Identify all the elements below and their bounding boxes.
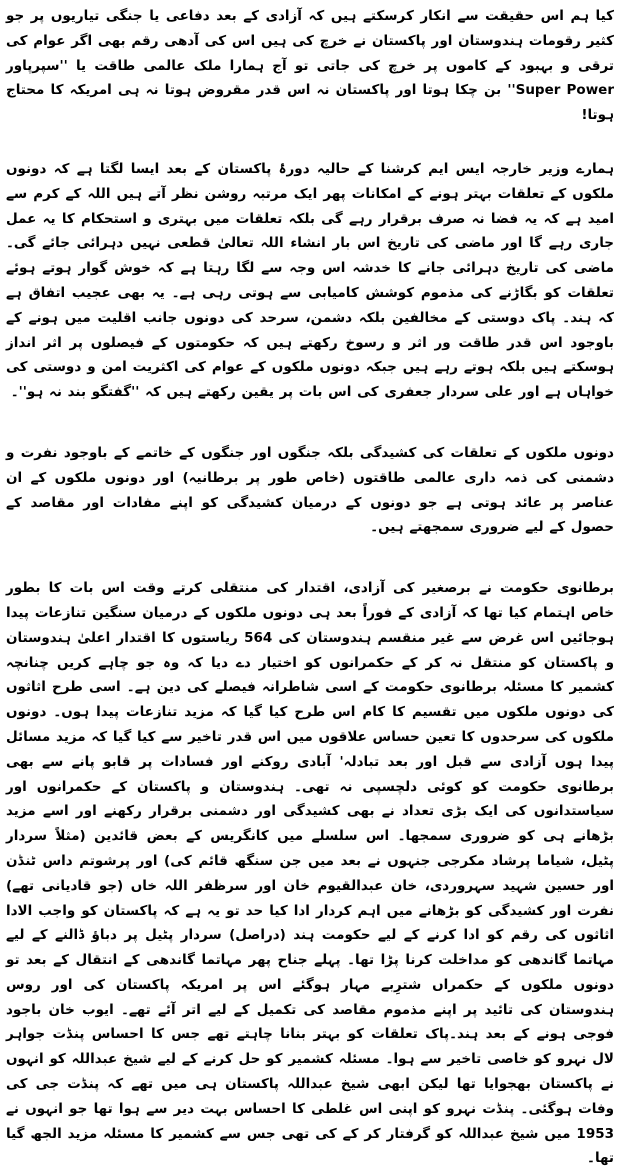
paragraph-spacer (6, 405, 614, 441)
article-page (6, 4, 614, 1167)
paragraph-spacer (6, 128, 614, 157)
paragraph-british-policy: برطانوی حکومت نے برصغیر کی آزادی، اقتدار کی منتقلی کرتے وقت اس بات کا بطور خاص اہتمام کیا تھا کہ آزادی کے فوراً بعد ہی دونوں ملکوں کے درمیان سنگین تنازعات پیدا ہوجائیں اس غرض سے غیر منقسم ہندوستان کی 564 ریاستوں کا اقتدار اعلیٰ ہندوستان و پاکستان کو منتقل نہ کر کے حکمرانوں کو اختیار دے دیا کہ وہ جو چاہے کریں چنانچہ کشمیر کا مسئلہ برطانوی حکومت کے اسی شاطرانہ فیصلے کی دین ہے۔ اسی طرح اثاثوں کی دونوں ملکوں میں تقسیم کا کام اس طرح کیا گیا کہ مزید تنازعات پیدا ہوں۔ دونوں ملکوں کی سرحدوں کا تعین حساس علاقوں میں اس قدر تاخیر سے کیا گیا کہ مزید مسائل پیدا ہوں آزادی سے قبل اور بعد تبادلہ' آبادی روکنے اور فسادات پر قابو پانے سے بھی برطانوی حکومت کو کوئی دلچسپی نہ تھی۔ ہندوستان و پاکستان کے حکمرانوں اور سیاستدانوں کی ایک بڑی تعداد نے بھی کشیدگی اور دشمنی برقرار رکھنے اور اسے مزید بڑھانے ہی کو ضروری سمجھا۔ اس سلسلے میں کانگریس کے بعض قائدین (مثلاً سردار پٹیل، شیاما پرشاد مکرجی جنہوں نے بعد میں جن سنگھ قائم کی) اور پرشوتم داس ٹنڈن اور حسین شہید سہروردی، خان عبدالقیوم خان اور سرظفر اللہ خاں (جو قادیانی تھے) نفرت اور کشیدگی کو بڑھانے میں اہم کردار ادا کیا حد تو یہ ہے کہ پاکستان کو واجب الادا اثاثوں کی رقم کو ادا کرنے کے لیے حکومت ہند (دراصل) سردار پٹیل پر دباؤ ڈالنے کے لیے مہاتما گاندھی کو مداخلت کرنا پڑا تھا۔ پہلے جناح پھر مہاتما گاندھی کے انتقال کے بعد تو دونوں ملکوں کے حکمراں شترِبے مہار ہوگئے اس پر امریکہ پاکستان کی اور روس ہندوستان کی تائید پر اپنے مذموم مقاصد کی تکمیل کے لیے اتر آئے تھے۔ ایوب خان باجود فوجی ہونے کے بعد ہند۔پاک تعلقات کو بہتر بنانا چاہتے تھے جس کا احساس پنڈت جواہر لال نہرو کو خاصی تاخیر سے ہوا۔ مسئلہ کشمیر کو حل کرنے کے لیے شیخ عبداللہ کو انہوں نے پاکستان بھجوایا تھا لیکن ابھی شیخ عبداللہ پاکستان ہی میں تھے کہ پنڈت جی کی وفات ہوگئی۔ پنڈت نہرو کو اپنی اس غلطی کا احساس بہت دیر سے ہوا تھا جو انہوں نے 1953 میں شیخ عبداللہ کو گرفتار کر کے کی تھی جس سے کشمیر کا مسئلہ مزید الجھ گیا تھا۔ (6, 580, 614, 1167)
paragraph-spacer (6, 540, 614, 576)
paragraph-superpower: کیا ہم اس حقیقت سے انکار کرسکتے ہیں کہ آزادی کے بعد دفاعی یا جنگی تیاریوں پر جو کثیر رقومات ہندوستان اور پاکستان نے خرچ کی ہیں اس کی آدھی رقم بھی اگر عوام کی ترقی و بہبود کے کاموں پر خرچ کی جاتی تو آج ہمارا ملک عالمی طاقت یا ''سپرپاور Super Power'' بن چکا ہوتا اور پاکستان نہ اس قدر مقروض ہوتا نہ ہی امریکہ کا محتاج ہوتا! (6, 8, 614, 124)
paragraph-krishna-visit: ہمارے وزیر خارجہ ایس ایم کرشنا کے حالیہ دورۂ پاکستان کے بعد ایسا لگتا ہے کہ دونوں ملکوں کے تعلقات بہتر ہونے کے امکانات پھر ایک مرتبہ روشن نظر آتے ہیں اللہ کے کرم سے امید ہے کہ یہ فضا نہ صرف برقرار رہے گی بلکہ تعلقات میں بہتری و استحکام کا یہ عمل جاری رہے گا اور ماضی کی تاریخ اس بار انشاء اللہ تعالیٰ قطعی نہیں دہرائی جائے گی۔ ماضی کی تاریخ دہرائی جانے کا خدشہ اس وجہ سے لگا رہتا ہے کہ خوش گوار ہوتے ہوئے تعلقات کو بگاڑنے کی مذموم کوشش کامیابی سے ہوتی رہی ہے۔ یہ بھی عجیب اتفاق ہے کہ ہند۔ پاک دوستی کے مخالفین بلکہ دشمن، سرحد کی دونوں جانب اقلیت میں ہونے کے باوجود اس قدر طاقت ور اثر و رسوخ رکھتے ہیں کہ حکومتوں کے فیصلوں پر اثر انداز ہوسکتے ہیں بلکہ ہوتے رہے ہیں جبکہ دونوں ملکوں کے عوام کی اکثریت امن و دوستی کی خواہاں ہے اور علی سردار جعفری کی اس بات پر یقین رکھتے ہیں کہ ''گفتگو بند نہ ہو''۔ (6, 160, 614, 401)
paragraph-tension-responsibility: دونوں ملکوں کے تعلقات کی کشیدگی بلکہ جنگوں اور جنگوں کے خاتمے کے باوجود نفرت و دشمنی کی ذمہ داری عالمی طاقتوں (خاص طور پر برطانیہ) اور دونوں ملکوں کے ان عناصر پر عائد ہوتی ہے جو دونوں کے درمیان کشیدگی کو اپنے مفادات اور مقاصد کے حصول کے لیے ضروری سمجھتے ہیں۔ (6, 444, 614, 536)
